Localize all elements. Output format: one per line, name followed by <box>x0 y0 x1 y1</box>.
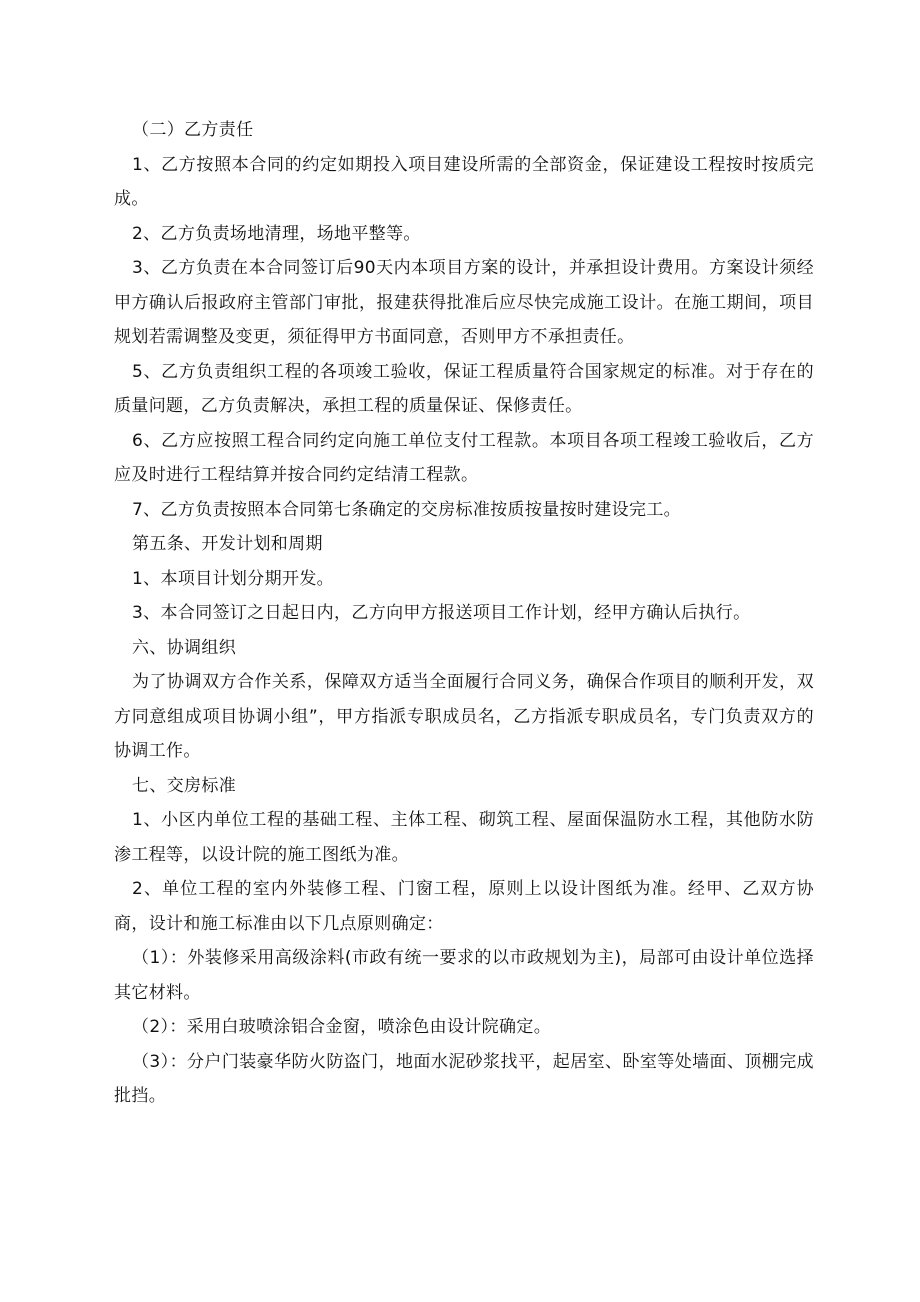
clause-b-5: 5、乙方负责组织工程的各项竣工验收，保证工程质量符合国家规定的标准。对于存在的质量问题，乙方负责解决，承担工程的质量保证、保修责任。 <box>114 361 814 416</box>
clause-b-3: 3、乙方负责在本合同签订后90天内本项目方案的设计，并承担设计费用。方案设计须经甲方确认后报政府主管部门审批，报建获得批准后应尽快完成施工设计。在施工期间，项目规划若需调整及变更，须征得甲方书面同意，否则甲方不承担责任。 <box>114 258 814 347</box>
article-5-item-3: 3、本合同签订之日起日内，乙方向甲方报送项目工作计划，经甲方确认后执行。 <box>132 603 751 623</box>
article-7-subitem-3: （3）：分户门装豪华防火防盗门，地面水泥砂浆找平，起居室、卧室等处墙面、顶棚完成批挡。 <box>114 1051 814 1106</box>
clause-b-1: 1、乙方按照本合同的约定如期投入项目建设所需的全部资金，保证建设工程按时按质完成。 <box>114 154 814 209</box>
article-7-subitem-2: （2）：采用白玻喷涂铝合金窗，喷涂色由设计院确定。 <box>132 1017 552 1037</box>
clause-b-6: 6、乙方应按照工程合同约定向施工单位支付工程款。本项目各项工程竣工验收后，乙方应及时进行工程结算并按合同约定结清工程款。 <box>114 430 814 485</box>
document-body <box>114 113 814 1114</box>
article-7-heading: 七、交房标准 <box>132 775 237 796</box>
clause-b-2: 2、乙方负责场地清理，场地平整等。 <box>132 223 421 244</box>
clause-b-7: 7、乙方负责按照本合同第七条确定的交房标准按质按量按时建设完工。 <box>132 499 682 520</box>
article-6-body: 为了协调双方合作关系，保障双方适当全面履行合同义务，确保合作项目的顺利开发，双方同意组成项目协调小组”，甲方指派专职成员名，乙方指派专职成员名，专门负责双方的协调工作。 <box>114 672 814 761</box>
article-7-item-1: 1、小区内单位工程的基础工程、主体工程、砌筑工程、屋面保温防水工程，其他防水防渗工程等，以设计院的施工图纸为准。 <box>114 810 814 865</box>
article-6-heading: 六、协调组织 <box>132 637 237 658</box>
article-7-item-2: 2、单位工程的室内外装修工程、门窗工程，原则上以设计图纸为准。经甲、乙双方协商，设计和施工标准由以下几点原则确定： <box>114 879 814 934</box>
article-5-heading: 第五条、开发计划和周期 <box>132 534 323 554</box>
article-5-item-1: 1、本项目计划分期开发。 <box>132 568 335 589</box>
article-7-subitem-1: （1）：外装修采用高级涂料(市政有统一要求的以市政规划为主)，局部可由设计单位选择其它材料。 <box>114 948 814 1003</box>
section-heading-party-b-duties: （二）乙方责任 <box>132 120 254 140</box>
